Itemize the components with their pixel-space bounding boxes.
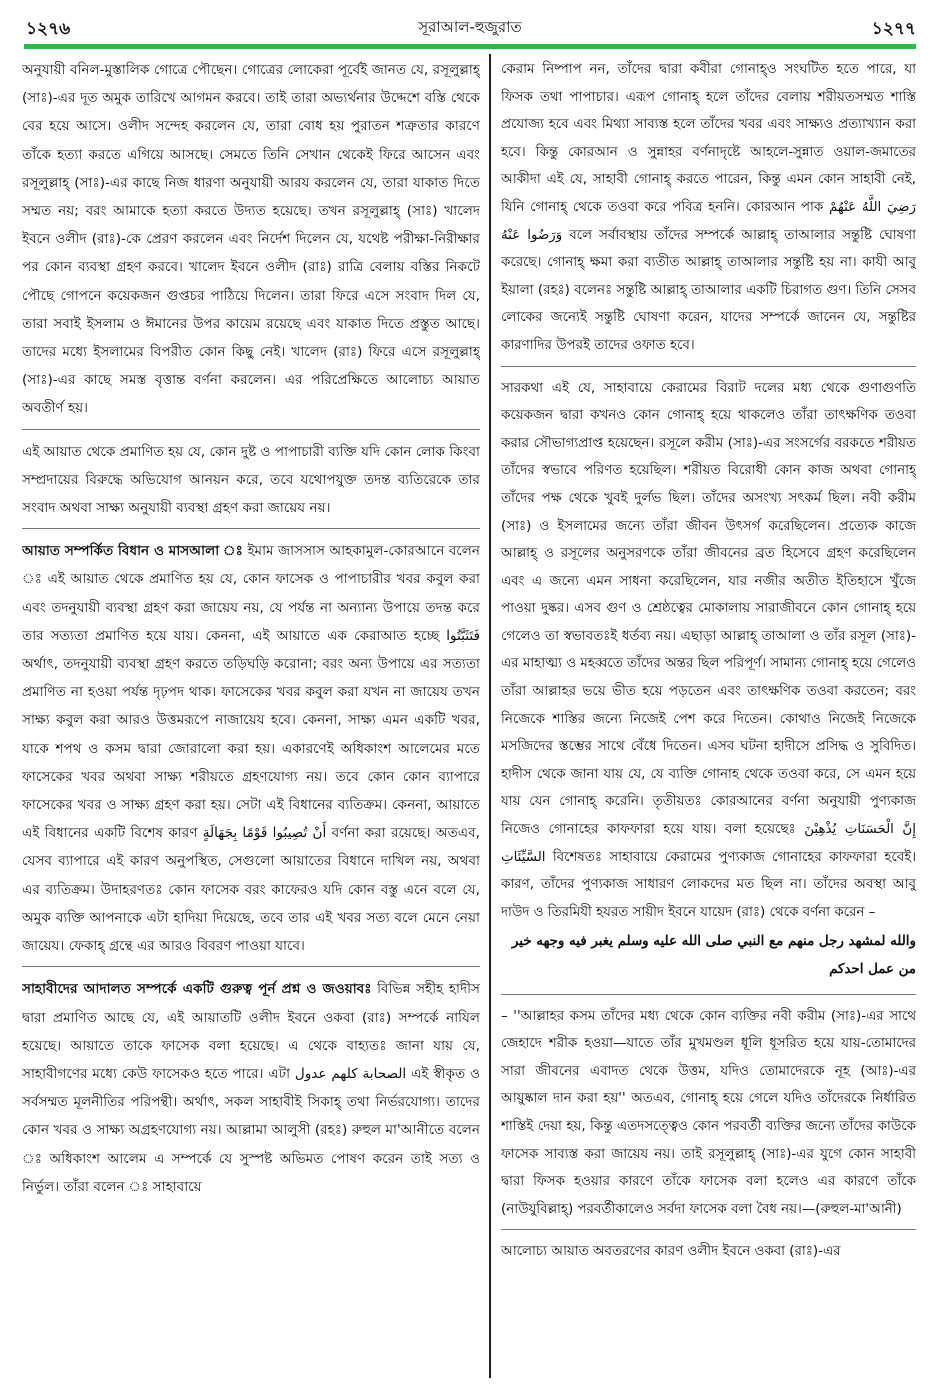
- paragraph-body: কেরাম নিষ্পাপ নন, তাঁদের দ্বারা কবীরা গোনাহ্ও সংঘটিত হতে পারে, যা ফিসক তথা পাপাচার। এরূপ গোনাহ্ হলে তাঁদের বেলায় শরীয়তসম্মত শাস্তি প্রযোজ্য হবে এবং মিথ্যা সাব্যস্ত হলে তাঁদের খবর এবং সাক্ষ্যও প্রত্যাখ্যান করা হবে। কিন্তু কোরআন ও সুন্নাহর বর্ণনাদৃষ্টে আহলে-সুন্নাত ওয়াল-জমাতের আকীদা এই যে, সাহাবী গোনাহ্ করতে পারেন, কিন্তু এমন কোন সাহাবী নেই, যিনি গোনাহ্ থেকে তওবা করে পবিত্র হননি। কোরআন পাক رَضِيَ اللَّهُ عَنْهُمْ وَرَضُوا عَنْهُ বলে সর্বাবস্থায় তাঁদের সম্পর্কে আল্লাহ্ তাআলার সন্তুষ্টি ঘোষণা করেছে। গোনাহ্ ক্ষমা করা ব্যতীত আল্লাহ্ তাআলার সন্তুষ্টি হয় না। কাযী আবু ইয়ালা (রহঃ) বলেনঃ সন্তুষ্টি আল্লাহ্ তাআলার একটি চিরাগত গুণ। তিনি সেসব লোকের জন্যেই সন্তুষ্টি ঘোষণা করেন, যাদের সম্পর্কে জানেন যে, সন্তুষ্টির কারণাদির উপরই তাদের ওফাত হবে।: [501, 62, 916, 353]
- paragraph-block: [501, 1001, 916, 1231]
- paragraph-block: [501, 1236, 916, 1272]
- paragraph-body: বিভিন্ন সহীহ হাদীস দ্বারা প্রমাণিত আছে যে, এই আয়াতটি ওলীদ ইবনে ওকবা (রাঃ) সম্পর্কে নাযিল হয়েছে। আয়াতে তাকে ফাসেক বলা হয়েছে। এ থেকে বাহ্যতঃ জানা যায় যে, সাহাবীগণের মধ্যে কেউ ফাসেকও হতে পারে। এটা الصحابة كلهم عدول এই স্বীকৃত ও সর্বসম্মত মূলনীতির পরিপন্থী। অর্থাৎ, সকল সাহাবীই সিকাহ্ তথা নির্ভরযোগ্য। তাদের কোন খবর ও সাক্ষ্য অগ্রহণযোগ্য নয়। আল্লামা আলুসী (রহঃ) রুহুল মা'আনীতে বলেন ঃ অধিকাংশ আলেম এ সম্পর্কে যে সুস্পষ্ট অভিমত পোষণ করেন তাই সত্য ও নির্ভুল। তাঁরা বলেন ঃ সাহাবায়ে: [22, 981, 480, 1195]
- page-header: [24, 6, 916, 46]
- paragraph-block: [501, 373, 916, 995]
- paragraph-text: [501, 375, 916, 927]
- paragraph-block: [22, 973, 480, 1207]
- paragraph-text: [501, 1003, 916, 1224]
- page-number-left: ১২৭৬: [26, 19, 71, 39]
- paragraph-body: – ''আল্লাহর কসম তাঁদের মধ্য থেকে কোন ব্যক্তির নবী করীম (সাঃ)-এর সাথে জেহাদে শরীক হওয়া—যাতে তাঁর মুখমণ্ডল ধূলি ধূসরিত হয়ে যায়-তোমাদের সারা জীবনের এবাদত থেকে উত্তম, যদিও তোমাদেরকে নূহ (আঃ)-এর আয়ুষ্কাল দান করা হয়'' অতএব, গোনাহ্ হয়ে গেলে যদিও তাঁদেরকে নির্ধারিত শাস্তিই দেয়া হয়, কিন্তু এতদসত্ত্বেও কোন পরবর্তী ব্যক্তির জন্যে তাঁদের কাউকে ফাসেক সাব্যস্ত করা জায়েয নয়। তাই রসূলুল্লাহ্ (সাঃ)-এর যুগে কোন সাহাবী দ্বারা ফিসক হওয়ার কারণে তাঁকে ফাসেক বলা হলেও এর কারণে তাঁকে (নাউযুবিল্লাহ্) পরবর্তীকালেও সর্বদা ফাসেক বলা বৈধ নয়।—(রুহুল-মা'আনী): [501, 1008, 916, 1217]
- paragraph-text: [22, 438, 480, 523]
- paragraph-block: [22, 535, 480, 967]
- left-column: [22, 54, 480, 1379]
- paragraph-text: [22, 975, 480, 1201]
- page-number-right: ১২৭৭: [871, 19, 916, 39]
- paragraph-body: আলোচ্য আয়াত অবতরণের কারণ ওলীদ ইবনে ওকবা (রাঃ)-এর: [501, 1244, 841, 1260]
- paragraph-body: ইমাম জাসসাস আহকামুল-কোরআনে বলেন ঃ এই আয়াত থেকে প্রমাণিত হয় যে, কোন ফাসেক ও পাপাচারীর খবর কবুল করা এবং তদনুযায়ী ব্যবস্থা গ্রহণ করা জায়েয নয়, যে পর্যন্ত না অন্যান্য উপায়ে তদন্ত করে তার সত্যতা প্রমাণিত হয়ে যায়। কেননা, এই আয়াতে এক কেরাআত হচ্ছে فَتَثَبَّتُوا অর্থাৎ, তদনুযায়ী ব্যবস্থা গ্রহণ করতে তড়িঘড়ি করোনা; বরং অন্য উপায়ে এর সত্যতা প্রমাণিত না হওয়া পর্যন্ত দৃঢ়পদ থাক। ফাসেকের খবর কবুল করা যখন না জায়েয তখন সাক্ষ্য কবুল করা আরও উত্তমরূপে নাজায়েয হবে। কেননা, সাক্ষ্য এমন একটি খবর, যাকে শপথ ও কসম দ্বারা জোরালো করা হয়। একারণেই অধিকাংশ আলেমের মতে ফাসেকের খবর অথবা সাক্ষ্য শরীয়তে গ্রহণযোগ্য নয়। তবে কোন কোন ব্যাপারে ফাসেকের খবর ও সাক্ষ্য গ্রহণ করা হয়। সেটা এই বিধানের ব্যতিক্রম। কেননা, আয়াতে এই বিধানের একটি বিশেষ কারণ أَنْ تُصِيبُوا قَوْمًا بِجَهَالَةٍ বর্ণনা করা রয়েছে। অতএব, যেসব ব্যাপারে এই কারণ অনুপস্থিত, সেগুলো আয়াতের বিধানে দাখিল নয়, অথবা এর ব্যতিক্রম। উদাহরণতঃ কোন ফাসেক বরং কাফেরও যদি কোন বস্তু এনে বলে যে, অমুক ব্যক্তি আপনাকে এটা হাদিয়া দিয়েছে, তবে তার এই খবর সত্য বলে মেনে নেয়া জায়েয। ফেকাহ্ গ্রন্থে এর আরও বিবরণ পাওয়া যাবে।: [22, 543, 480, 955]
- paragraph-block: [22, 436, 480, 530]
- paragraph-body: সারকথা এই যে, সাহাবায়ে কেরামের বিরাট দলের মধ্য থেকে গুণাগুণতি কয়েকজন দ্বারা কখনও কোন গোনাহ্ হয়ে থাকলেও তাঁরা তাৎক্ষণিক তওবা করার সৌভাগ্যপ্রাপ্ত হয়েছেন। রসূলে করীম (সাঃ)-এর সংসর্গের বরকতে শরীয়ত তাঁদের স্বভাবে পরিণত হয়েছিল। শরীয়ত বিরোধী কোন কাজ অথবা গোনাহ্ তাঁদের পক্ষ থেকে খুবই দুর্লভ ছিল। তাঁদের অসংখ্য সৎকর্ম ছিল। নবী করীম (সাঃ) ও ইসলামের জন্যে তাঁরা জীবন উৎসর্গ করেছিলেন। প্রত্যেক কাজে আল্লাহ্ ও রসূলের অনুসরণকে তাঁরা জীবনের ব্রত হিসেবে গ্রহণ করেছিলেন এবং এ জন্যে এমন সাধনা করেছিলেন, যার নজীর অতীত ইতিহাসে খুঁজে পাওয়া দুষ্কর। এসব গুণ ও শ্রেষ্ঠত্বের মোকালায় সারাজীবনে কোন গোনাহ্ হয়ে গেলেও তা স্বভাবতঃই ধর্তব্য নয়। এছাড়া আল্লাহ্ তাআলা ও তাঁর রসূল (সাঃ)-এর মাহাত্ম্য ও মহব্বতে তাঁদের অন্তর ছিল পরিপূর্ণ। সামান্য গোনাহ্ হয়ে গেলেও তাঁরা আল্লাহর ভয়ে ভীত হয়ে পড়তেন এবং তাৎক্ষণিক তওবা করতেন; বরং নিজেকে শাস্তির জন্যে নিজেই পেশ করে দিতেন। কোথাও নিজেই নিজেকে মসজিদের স্তম্ভের সাথে বেঁধে দিতেন। এসব ঘটনা হাদীসে প্রসিদ্ধ ও সুবিদিত। হাদীস থেকে জানা যায় যে, যে ব্যক্তি গোনাহ থেকে তওবা করে, সে এমন হয়ে যায় যেন গোনাহ্ করেনি। তৃতীয়তঃ কোরআনের বর্ণনা অনুযায়ী পুণ্যকাজ নিজেও গোনাহের কাফফারা হয়ে যায়। বলা হয়েছেঃ إِنَّ الْحَسَنَاتِ يُذْهِبْنَ السَّيِّئَاتِ বিশেষতঃ সাহাবায়ে কেরামের পুণ্যকাজ গোনাহের কাফফারা হবেই। কারণ, তাঁদের পুণ্যকাজ সাধারণ লোকদের মত ছিল না। তাঁদের অবস্থা আবু দাউদ ও তিরমিযী হযরত সায়ীদ ইবনে যায়েদ (রাঃ) থেকে বর্ণনা করেন –: [501, 380, 916, 920]
- paragraph-text: [501, 1238, 916, 1266]
- arabic-hadith: والله لمشهد رجل منهم مع النبي صلى الله عليه وسلم يغبر فيه وجهه خير من عمل احدكم: [511, 933, 916, 977]
- section-heading-rulings: আয়াত সম্পর্কিত বিধান ও মাসআলা ঃ: [22, 543, 244, 560]
- section-heading-sahaba: সাহাবীদের আদালত সম্পর্কে একটি গুরুত্ব পূর্ন প্রশ্ন ও জওয়াবঃ: [22, 981, 372, 998]
- paragraph-text: [501, 56, 916, 360]
- right-column: [501, 54, 916, 1379]
- header-rule: [24, 44, 916, 49]
- paragraph-block: [501, 54, 916, 367]
- paragraph-body: এই আয়াত থেকে প্রমাণিত হয় যে, কোন দুষ্ট ও পাপাচারী ব্যক্তি যদি কোন লোক কিংবা সম্প্রদায়ের বিরুদ্ধে অভিযোগ আনয়ন করে, তবে যথোপযুক্ত তদন্ত ব্যতিরেকে তার সংবাদ অথবা সাক্ষ্য অনুযায়ী ব্যবস্থা গ্রহণ করা জায়েয নয়।: [22, 443, 480, 517]
- paragraph-text: [22, 537, 480, 960]
- column-divider: [489, 54, 491, 1378]
- paragraph-text: [22, 56, 480, 423]
- paragraph-body: অনুযায়ী বনিল-মুস্তালিক গোত্রে পৌছেন। গোত্রের লোকেরা পূর্বেই জানত যে, রসূলুল্লাহ্ (সাঃ)-এর দূত অমুক তারিখে আগমন করবে। তাই তারা অভ্যর্থনার উদ্দেশে বস্তি থেকে বের হয়ে আসে। ওলীদ সন্দেহ করলেন যে, তারা বোধ হয় পুরাতন শত্রুতার কারণে তাঁকে হত্যা করতে এগিয়ে আসছে। সেমতে তিনি সেখান থেকেই ফিরে আসেন এবং রসূলুল্লাহ্ (সাঃ)-এর কাছে নিজ ধারণা অনুযায়ী আরয করলেন যে, তারা যাকাত দিতে সম্মত নয়; বরং আমাকে হত্যা করতে উদ্যত হয়েছে। তখন রসূলুল্লাহ্ (সাঃ) খালেদ ইবনে ওলীদ (রাঃ)-কে প্রেরণ করলেন এবং নির্দেশ দিলেন যে, যথেষ্ট পরীক্ষা-নিরীক্ষার পর কোন ব্যবস্থা গ্রহণ করবে। খালেদ ইবনে ওলীদ (রাঃ) রাত্রি বেলায় বস্তির নিকটে পৌছে গোপনে কয়েকজন গুপ্তচর পাঠিয়ে দিলেন। তারা ফিরে এসে সংবাদ দিল যে, তারা সবাই ইসলাম ও ঈমানের উপর কায়েম রয়েছে এবং যাকাত দিতে প্রস্তুত আছে। তাদের মধ্যে ইসলামের বিপরীত কোন কিছু নেই। খালেদ (রাঃ) ফিরে এসে রসূলুল্লাহ্ (সাঃ)-এর কাছে সমস্ত বৃত্তান্ত বর্ণনা করলেন। এর পরিপ্রেক্ষিতে আলোচ্য আয়াত অবতীর্ণ হয়।: [22, 62, 480, 417]
- surah-title: সূরাআল-হুজুরাত: [418, 18, 522, 36]
- paragraph-block: [22, 54, 480, 430]
